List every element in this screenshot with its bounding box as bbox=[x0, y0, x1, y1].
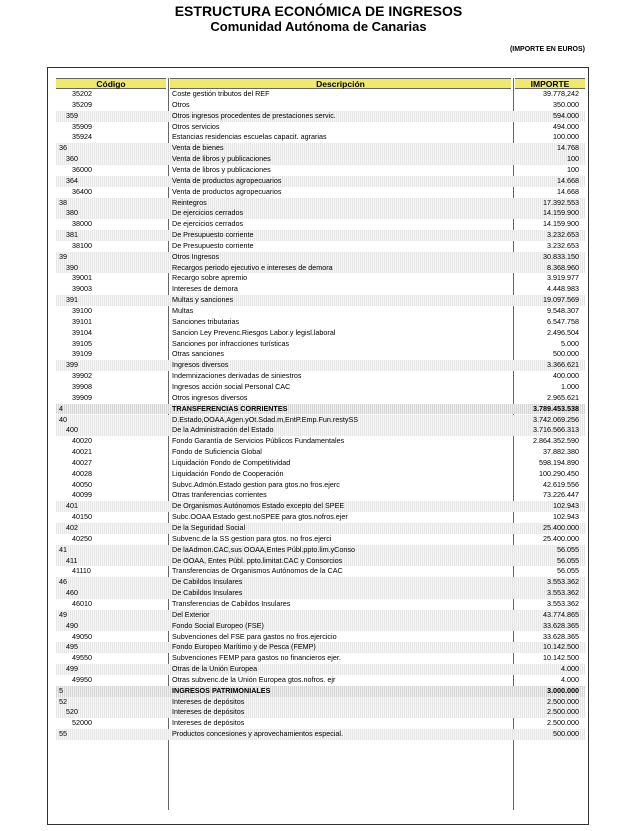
row-amount: 30.833.150 bbox=[543, 251, 579, 261]
row-description: Subvenciones del FSE para gastos no fros.ejercicio bbox=[172, 631, 337, 641]
row-code: 391 bbox=[66, 295, 78, 305]
row-description: Multas bbox=[172, 306, 194, 315]
table-row bbox=[56, 556, 585, 567]
table-row bbox=[56, 122, 585, 133]
row-description: Fondo Social Europeo (FSE) bbox=[172, 620, 264, 630]
row-code: 490 bbox=[66, 620, 78, 630]
row-amount: 2.500.000 bbox=[547, 718, 579, 728]
row-amount: 2.864.352.590 bbox=[533, 436, 579, 446]
table-row bbox=[56, 263, 585, 274]
row-description: Venta de productos agropecuarios bbox=[172, 186, 282, 196]
table-row bbox=[56, 610, 585, 621]
row-code: 364 bbox=[66, 175, 78, 185]
row-amount: 42.619.556 bbox=[543, 479, 579, 489]
table-row bbox=[56, 447, 585, 458]
row-code: 460 bbox=[66, 588, 78, 598]
table-row bbox=[56, 219, 585, 230]
row-code: 40027 bbox=[72, 457, 92, 467]
row-amount: 1.000 bbox=[561, 381, 579, 391]
table-row bbox=[56, 469, 585, 480]
table-row bbox=[56, 382, 585, 393]
table-row bbox=[56, 545, 585, 556]
row-amount: 4.448.983 bbox=[547, 284, 579, 294]
table-row bbox=[56, 686, 585, 697]
row-description: De Cabildos Insulares bbox=[172, 588, 243, 598]
table-row bbox=[56, 588, 585, 599]
row-code: 4 bbox=[59, 403, 63, 413]
row-description: Otros Ingresos bbox=[172, 251, 220, 261]
table-row bbox=[56, 393, 585, 404]
table-row bbox=[56, 480, 585, 491]
row-code: 39101 bbox=[72, 316, 92, 326]
table-row bbox=[56, 273, 585, 284]
row-amount: 400.000 bbox=[553, 371, 579, 381]
row-code: 40028 bbox=[72, 468, 92, 478]
table-row bbox=[56, 697, 585, 708]
row-amount: 350.000 bbox=[553, 99, 579, 109]
row-description: Venta de libros y publicaciones bbox=[172, 164, 271, 174]
row-amount: 102.943 bbox=[553, 501, 579, 511]
row-code: 36 bbox=[59, 143, 67, 153]
row-code: 381 bbox=[66, 230, 78, 240]
row-code: 36000 bbox=[72, 164, 92, 174]
row-description: Subc.OOAA Estado gest.noSPEE para gtos.nofros.ejer bbox=[172, 512, 348, 522]
row-amount: 3.919.977 bbox=[547, 273, 579, 283]
row-amount: 100 bbox=[567, 164, 579, 174]
row-description: De la Seguridad Social bbox=[172, 523, 246, 532]
row-description: Intereses de demora bbox=[172, 284, 238, 294]
row-amount: 3.716.566.313 bbox=[533, 425, 579, 435]
row-amount: 3.553.362 bbox=[547, 588, 579, 598]
row-amount: 598.194.890 bbox=[539, 457, 579, 467]
row-code: 35909 bbox=[72, 121, 92, 131]
row-code: 38000 bbox=[72, 219, 92, 229]
row-description: Fondo Garantía de Servicios Públicos Fundamentales bbox=[172, 436, 345, 446]
row-code: 38 bbox=[59, 197, 67, 207]
row-amount: 73.226.447 bbox=[543, 490, 579, 500]
table-row bbox=[56, 198, 585, 209]
row-description: De Cabildos Insulares bbox=[172, 577, 243, 587]
row-amount: 3.553.362 bbox=[547, 577, 579, 587]
row-code: 40250 bbox=[72, 533, 92, 543]
row-amount: 10.142.500 bbox=[543, 653, 579, 663]
table-row bbox=[56, 436, 585, 447]
row-amount: 8.368.960 bbox=[547, 262, 579, 272]
row-description: Sancion Ley Prevenc.Riesgos Labor.y legisl.laboral bbox=[172, 327, 336, 337]
row-code: 39908 bbox=[72, 381, 92, 391]
row-amount: 39.778,242 bbox=[543, 89, 579, 98]
table-row bbox=[56, 208, 585, 219]
page-subtitle: Comunidad Autónoma de Canarias bbox=[210, 19, 427, 34]
row-description: Liquidación Fondo de Cooperación bbox=[172, 468, 284, 478]
row-description: Intereses de depósitos bbox=[172, 718, 245, 728]
table-row bbox=[56, 306, 585, 317]
table-row bbox=[56, 718, 585, 729]
row-amount: 56.055 bbox=[557, 544, 579, 554]
table-row bbox=[56, 165, 585, 176]
table-row bbox=[56, 566, 585, 577]
row-amount: 100 bbox=[567, 154, 579, 164]
row-description: Del Exterior bbox=[172, 609, 210, 619]
row-description: Multas y sanciones bbox=[172, 295, 234, 305]
row-description: Otros bbox=[172, 99, 190, 109]
row-code: 359 bbox=[66, 110, 78, 120]
row-amount: 3.232.653 bbox=[547, 230, 579, 240]
row-amount: 102.943 bbox=[553, 512, 579, 522]
table-row bbox=[56, 100, 585, 111]
row-amount: 56.055 bbox=[557, 555, 579, 565]
row-code: 39104 bbox=[72, 327, 92, 337]
row-description: Reintegros bbox=[172, 197, 207, 207]
row-amount: 100.000 bbox=[553, 132, 579, 142]
row-amount: 3.553.362 bbox=[547, 598, 579, 608]
header-code: Código bbox=[56, 78, 166, 89]
row-description: TRANSFERENCIAS CORRIENTES bbox=[172, 403, 288, 413]
table-row bbox=[56, 599, 585, 610]
row-description: De Organismos Autónomos Estado excepto del SPEE bbox=[172, 501, 345, 511]
table-row bbox=[56, 317, 585, 328]
table-row bbox=[56, 154, 585, 165]
row-description: INGRESOS PATRIMONIALES bbox=[172, 685, 271, 695]
row-code: 39909 bbox=[72, 392, 92, 402]
row-description: De ejercicios cerrados bbox=[172, 219, 244, 229]
row-code: 49950 bbox=[72, 674, 92, 684]
row-description: Venta de bienes bbox=[172, 143, 224, 153]
row-code: 52000 bbox=[72, 718, 92, 728]
row-description: Otros ingresos diversos bbox=[172, 392, 248, 402]
table-row bbox=[56, 490, 585, 501]
row-description: Sanciones tributarias bbox=[172, 316, 240, 326]
row-amount: 3.000.000 bbox=[547, 685, 579, 695]
table-row bbox=[56, 707, 585, 718]
row-amount: 25.400.000 bbox=[543, 533, 579, 543]
row-description: Liquidación Fondo de Competitividad bbox=[172, 457, 291, 467]
row-description: Otros servicios bbox=[172, 121, 220, 131]
row-description: De OOAA, Entes Públ. ppto.limitat.CAC y Consorcios bbox=[172, 555, 343, 565]
row-code: 41 bbox=[59, 544, 67, 554]
row-description: De ejercicios cerrados bbox=[172, 208, 244, 218]
table-row bbox=[56, 284, 585, 295]
row-amount: 3.789.453.538 bbox=[533, 403, 579, 413]
row-amount: 19.097.569 bbox=[543, 295, 579, 305]
row-amount: 14.159.900 bbox=[543, 208, 579, 218]
row-amount: 14.668 bbox=[557, 175, 579, 185]
row-code: 40021 bbox=[72, 447, 92, 457]
row-code: 46010 bbox=[72, 598, 92, 608]
table-row bbox=[56, 729, 585, 740]
table-row bbox=[56, 241, 585, 252]
table-row bbox=[56, 458, 585, 469]
row-amount: 43.774.865 bbox=[543, 609, 579, 619]
row-code: 399 bbox=[66, 360, 78, 370]
table-row bbox=[56, 360, 585, 371]
row-description: Productos concesiones y aprovechamientos especial. bbox=[172, 729, 343, 739]
table-row bbox=[56, 675, 585, 686]
table-row bbox=[56, 621, 585, 632]
row-description: Subvenciones FEMP para gastos no financieros ejer. bbox=[172, 653, 341, 663]
header-amount: IMPORTE bbox=[515, 78, 585, 89]
table-row bbox=[56, 404, 585, 415]
row-code: 49 bbox=[59, 609, 67, 619]
row-code: 35209 bbox=[72, 99, 92, 109]
row-amount: 4.000 bbox=[561, 674, 579, 684]
row-amount: 9.548.307 bbox=[547, 306, 579, 315]
row-code: 39003 bbox=[72, 284, 92, 294]
table-row bbox=[56, 230, 585, 241]
row-code: 400 bbox=[66, 425, 78, 435]
row-code: 40099 bbox=[72, 490, 92, 500]
row-amount: 14.768 bbox=[557, 143, 579, 153]
row-amount: 2.965.621 bbox=[547, 392, 579, 402]
row-code: 39109 bbox=[72, 349, 92, 359]
table-row bbox=[56, 252, 585, 263]
row-code: 35924 bbox=[72, 132, 92, 142]
row-description: Indemnizaciones derivadas de siniestros bbox=[172, 371, 302, 381]
row-description: Sanciones por infracciones turísticas bbox=[172, 338, 290, 348]
unit-note: (IMPORTE EN EUROS) bbox=[509, 46, 585, 53]
row-amount: 5.000 bbox=[561, 338, 579, 348]
table-row bbox=[56, 111, 585, 122]
table-row bbox=[56, 512, 585, 523]
table-row bbox=[56, 349, 585, 360]
table-row bbox=[56, 328, 585, 339]
row-code: 38100 bbox=[72, 240, 92, 250]
row-description: Venta de productos agropecuarios bbox=[172, 175, 282, 185]
row-code: 52 bbox=[59, 696, 67, 706]
row-code: 360 bbox=[66, 154, 78, 164]
row-description: Otros ingresos procedentes de prestaciones servic. bbox=[172, 110, 336, 120]
row-amount: 2.500.000 bbox=[547, 696, 579, 706]
row-description: Venta de libros y publicaciones bbox=[172, 154, 271, 164]
row-code: 41110 bbox=[72, 566, 91, 576]
row-amount: 2.500.000 bbox=[547, 707, 579, 717]
row-description: Coste gestión tributos del REF bbox=[172, 89, 270, 98]
page-title: ESTRUCTURA ECONÓMICA DE INGRESOS bbox=[174, 3, 463, 19]
row-code: 40150 bbox=[72, 512, 92, 522]
row-code: 40020 bbox=[72, 436, 92, 446]
row-description: D.Estado,OOAA,Agen.yOt.Sdad.m,EntP.Emp.Fun.restySS bbox=[172, 414, 359, 424]
row-code: 36400 bbox=[72, 186, 92, 196]
table-row bbox=[56, 534, 585, 545]
row-code: 39 bbox=[59, 251, 67, 261]
row-code: 39105 bbox=[72, 338, 92, 348]
table-row bbox=[56, 295, 585, 306]
table-row bbox=[56, 501, 585, 512]
table-row bbox=[56, 371, 585, 382]
row-description: Fondo de Suficiencia Global bbox=[172, 447, 262, 457]
row-description: Transferencias de Cabildos Insulares bbox=[172, 598, 291, 608]
header-description: Descripción bbox=[170, 78, 511, 89]
row-amount: 37.882.380 bbox=[543, 447, 579, 457]
row-amount: 14.159.900 bbox=[543, 219, 579, 229]
table-row bbox=[56, 642, 585, 653]
row-description: Transferencias de Organismos Autónomos de la CAC bbox=[172, 566, 343, 576]
table-row bbox=[56, 132, 585, 143]
row-description: Subvc.Admón.Estado gestion para gtos.no fros.ejerc bbox=[172, 479, 340, 489]
table-row bbox=[56, 664, 585, 675]
row-amount: 100.290.450 bbox=[539, 468, 579, 478]
row-code: 495 bbox=[66, 642, 78, 652]
row-amount: 33.628.365 bbox=[543, 631, 579, 641]
row-description: De Presupuesto corriente bbox=[172, 240, 254, 250]
table-row bbox=[56, 143, 585, 154]
table-row bbox=[56, 339, 585, 350]
row-code: 402 bbox=[66, 523, 78, 532]
row-code: 499 bbox=[66, 664, 78, 674]
row-code: 390 bbox=[66, 262, 78, 272]
table-row bbox=[56, 425, 585, 436]
row-description: Subvenc.de la SS gestion para gtos. no fros.ejerci bbox=[172, 533, 332, 543]
row-description: Fondo Europeo Marítimo y de Pesca (FEMP) bbox=[172, 642, 316, 652]
table-row bbox=[56, 632, 585, 643]
row-amount: 10.142.500 bbox=[543, 642, 579, 652]
table-row bbox=[56, 187, 585, 198]
row-description: Recargo sobre apremio bbox=[172, 273, 248, 283]
row-description: Ingresos diversos bbox=[172, 360, 229, 370]
row-description: Intereses de depósitos bbox=[172, 696, 245, 706]
row-code: 380 bbox=[66, 208, 78, 218]
table-row bbox=[56, 415, 585, 426]
row-description: De Presupuesto corriente bbox=[172, 230, 254, 240]
row-amount: 4.000 bbox=[561, 664, 579, 674]
row-code: 411 bbox=[66, 555, 78, 565]
table-row bbox=[56, 176, 585, 187]
row-amount: 3.232.653 bbox=[547, 240, 579, 250]
row-description: Otras sanciones bbox=[172, 349, 224, 359]
row-code: 40050 bbox=[72, 479, 92, 489]
row-description: Otras de la Unión Europea bbox=[172, 664, 258, 674]
row-amount: 17.392.553 bbox=[543, 197, 579, 207]
row-description: Otras tranferencias corrientes bbox=[172, 490, 267, 500]
row-code: 40 bbox=[59, 414, 67, 424]
row-code: 5 bbox=[59, 685, 63, 695]
row-code: 520 bbox=[66, 707, 78, 717]
row-amount: 3.366.621 bbox=[547, 360, 579, 370]
table-row bbox=[56, 89, 585, 100]
row-amount: 6.547.758 bbox=[547, 316, 579, 326]
row-amount: 3.742.069.256 bbox=[533, 414, 579, 424]
row-code: 55 bbox=[59, 729, 67, 739]
row-code: 39902 bbox=[72, 371, 92, 381]
row-amount: 594.000 bbox=[553, 110, 579, 120]
row-code: 35202 bbox=[72, 89, 92, 98]
row-description: De laAdmon.CAC,sus OOAA,Entes Públ.ppto.lim.yConso bbox=[172, 544, 355, 554]
row-amount: 500.000 bbox=[553, 349, 579, 359]
row-code: 39001 bbox=[72, 273, 92, 283]
row-description: Intereses de depósitos bbox=[172, 707, 245, 717]
row-code: 49050 bbox=[72, 631, 92, 641]
row-code: 49550 bbox=[72, 653, 92, 663]
row-description: Recargos periodo ejecutivo e intereses de demora bbox=[172, 262, 333, 272]
row-amount: 56.055 bbox=[557, 566, 579, 576]
row-amount: 25.400.000 bbox=[543, 523, 579, 532]
table-row bbox=[56, 653, 585, 664]
row-description: Ingresos acción social Personal CAC bbox=[172, 381, 291, 391]
row-code: 46 bbox=[59, 577, 67, 587]
row-amount: 500.000 bbox=[553, 729, 579, 739]
row-amount: 2.496.504 bbox=[547, 327, 579, 337]
row-code: 401 bbox=[66, 501, 78, 511]
table-row bbox=[56, 577, 585, 588]
table-row bbox=[56, 523, 585, 534]
row-amount: 33.628.365 bbox=[543, 620, 579, 630]
row-amount: 14.668 bbox=[557, 186, 579, 196]
table-header bbox=[56, 78, 585, 89]
row-amount: 494.000 bbox=[553, 121, 579, 131]
row-description: Estancias residencias escuelas capacit. agrarias bbox=[172, 132, 327, 142]
row-description: De la Administración del Estado bbox=[172, 425, 274, 435]
row-description: Otras subvenc.de la Unión Europea gtos.nofros. ejr bbox=[172, 674, 336, 684]
row-code: 39100 bbox=[72, 306, 92, 315]
